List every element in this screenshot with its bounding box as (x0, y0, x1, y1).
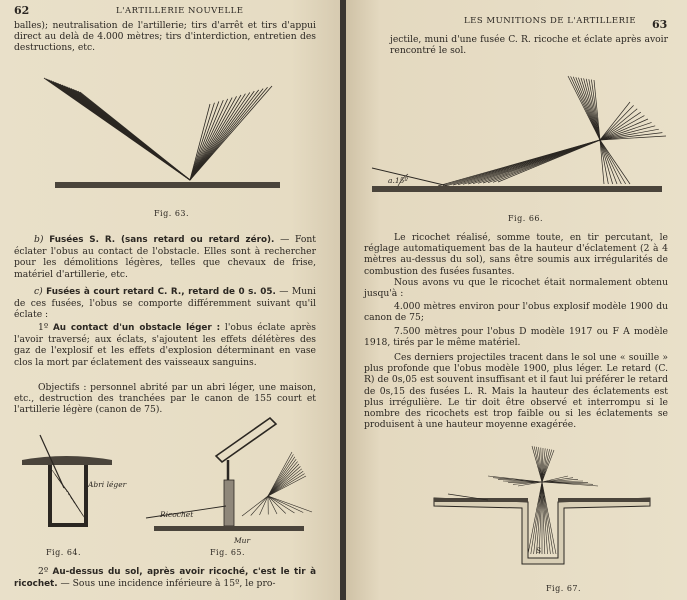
s-label: S (536, 546, 542, 555)
c-title: Fusées à court retard C. R., retard de 0 s. 05. (46, 287, 276, 297)
paragraph-2 (14, 566, 316, 590)
paragraph-b (14, 234, 316, 280)
p1-text: l'obus éclate après l'avoir traversé; aux éclats, s'ajoutent les effets délétères des gaz de l'explosif et les effets d'explosion déterminant en vase clos la mort par éclatement des vaisseaux sanguins. (14, 322, 316, 368)
ricochet-label: Ricochet (160, 510, 194, 519)
running-header-right: LES MUNITIONS DE L'ARTILLERIE (464, 16, 637, 26)
page-number-right: 63 (652, 18, 668, 31)
c-label: c) (34, 286, 43, 297)
abri-leger-label: Abri léger (88, 480, 127, 489)
figure-63-illustration (40, 78, 290, 198)
paragraph-nous: Nous avons vu que le ricochet était normalement obtenu jusqu'à : (364, 277, 668, 300)
paragraph-intro: balles); neutralisation de l'artillerie; tirs d'arrêt et tirs d'appui direct au delà de 4.000 mètres; tirs d'interdiction, entretien des destructions, etc. (14, 20, 316, 54)
paragraph-7500: 7.500 mètres pour l'obus D modèle 1917 ou F A modèle 1918, tirés par le même matériel. (364, 326, 668, 349)
figure-67-illustration (428, 446, 658, 576)
paragraph-c (14, 286, 316, 321)
paragraph-1 (14, 322, 316, 368)
left-page (0, 0, 342, 600)
figure-65-caption: Fig. 65. (210, 548, 246, 557)
b-text: — Font éclater l'obus au contact de l'obstacle. Elles sont à rechercher pour les démolitions légères, telles que chevaux de frise, matériel d'artillerie, etc. (14, 234, 317, 280)
figure-67-caption: Fig. 67. (546, 584, 582, 593)
paragraph-objectifs: Objectifs : personnel abrité par un abri léger, une maison, etc., destruction des tranchées par le canon de 155 court et l'artillerie légère (canon de 75). (14, 382, 316, 416)
running-header-left: L'ARTILLERIE NOUVELLE (116, 6, 244, 16)
p1-title: Au contact d'un obstacle léger : (52, 323, 221, 333)
paragraph-ces: Ces derniers projectiles tracent dans le sol une « souille » plus profonde que l'obus modèle 1900, plus léger. Le retard (C. R) de 0s,05 est souvent insuffisant et il faut lui préférer le retard de 0s,15 des fusées L. R. Mais la hauteur des éclatements est plus irrégulière. Le tir doit être observé et interrompu si le nombre des ricochets est trop faible ou si les éclatements se produisent à une hauteur moyenne exagérée. (364, 352, 668, 431)
figure-66-illustration (368, 74, 678, 204)
b-label: b) (34, 234, 44, 245)
figure-63-caption: Fig. 63. (154, 209, 190, 218)
right-page (346, 0, 687, 600)
p2-title: Au-dessus du sol, après avoir ricoché, c'est le tir à ricochet. (14, 567, 317, 590)
figure-64-caption: Fig. 64. (46, 548, 82, 557)
p2-label: 2º (38, 566, 49, 577)
p1-label: 1º (38, 322, 49, 333)
mur-label: Mur (234, 536, 251, 545)
paragraph-top: jectile, muni d'une fusée C. R. ricoche et éclate après avoir rencontré le sol. (390, 34, 668, 57)
figure-66-caption: Fig. 66. (508, 214, 544, 223)
paragraph-4000: 4.000 mètres environ pour l'obus explosif modèle 1900 du canon de 75; (364, 301, 668, 324)
paragraph-ricochet: Le ricochet réalisé, somme toute, en tir percutant, le réglage automatiquement bas de la hauteur d'éclatement (2 à 4 mètres au-dessus du sol), sans être soumis aux irrégularités de combustion des fusées fusantes. (364, 232, 668, 277)
b-title: Fusées S. R. (sans retard ou retard zéro). (49, 235, 275, 245)
c-text: — Muni de ces fusées, l'obus se comporte différemment suivant qu'il éclate : (14, 286, 316, 321)
angle-label: a.15º (388, 176, 408, 185)
page-number-left: 62 (14, 4, 30, 17)
p2-text: — Sous une incidence inférieure à 15º, le pro- (57, 578, 276, 590)
